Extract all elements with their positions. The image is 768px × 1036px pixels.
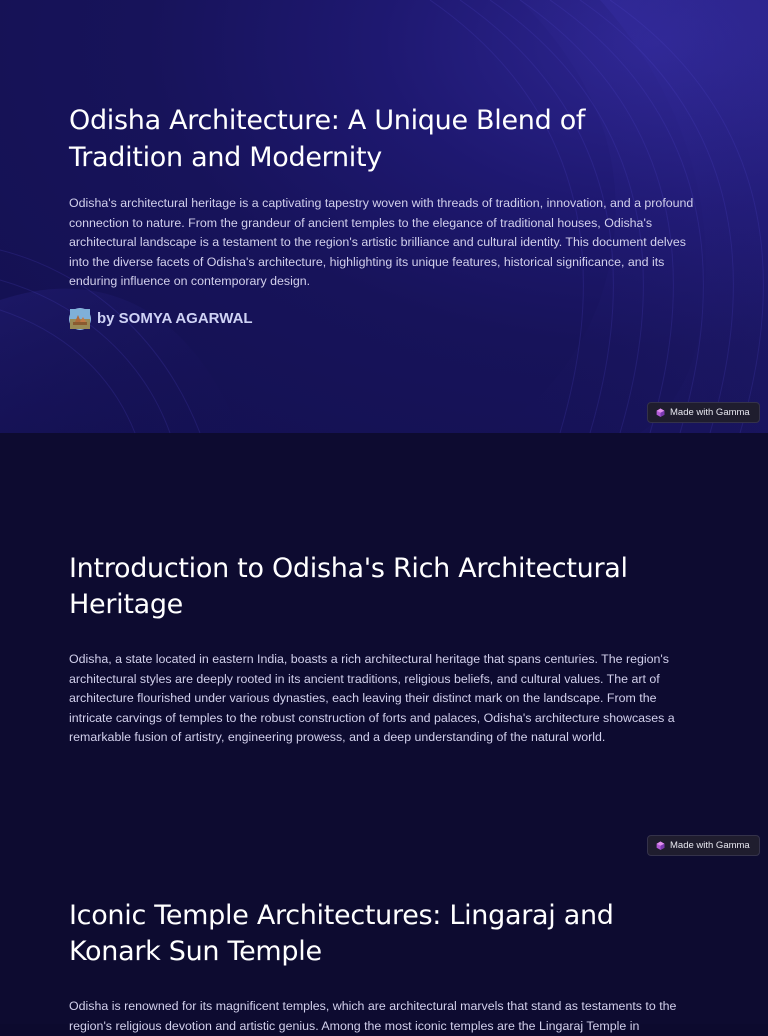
section-title: Introduction to Odisha's Rich Architectural Heritage <box>69 553 628 620</box>
section-body: Odisha, a state located in eastern India, boasts a rich architectural heritage that spans centuries. The region's architectural styles are deeply rooted in its ancient traditions, religious beliefs, and cultural values. The art of architecture flourished under various dynasties, each leaving their distinct mark on the landscape. From the intricate carvings of temples to the robust construction of forts and palaces, Odisha's architecture showcases a remarkable fusion of artistry, engineering prowess, and a deep understanding of the natural world. <box>69 652 675 745</box>
hero-description: Odisha's architectural heritage is a captivating tapestry woven with threads of tradition, innovation, and a profound connection to nature. From the grandeur of ancient temples to the elegance of traditional houses, Odisha's architectural landscape is a testament to the region's artistic brilliance and cultural identity. This document delves into the diverse facets of Odisha's architecture, highlighting its unique features, historical significance, and its enduring influence on contemporary design. <box>69 196 694 289</box>
gamma-logo-icon <box>656 841 665 850</box>
badge-label: Made with Gamma <box>670 407 750 418</box>
temples-section <box>69 898 699 1036</box>
section-title: Iconic Temple Architectures: Lingaraj and Konark Sun Temple <box>69 900 614 967</box>
made-with-gamma-badge[interactable] <box>647 835 760 856</box>
intro-section <box>69 551 699 748</box>
author-name: by SOMYA AGARWAL <box>97 310 253 328</box>
hero-content <box>69 102 699 330</box>
made-with-gamma-badge[interactable] <box>647 402 760 423</box>
author-avatar[interactable] <box>69 308 91 330</box>
badge-label: Made with Gamma <box>670 840 750 851</box>
page-title: Odisha Architecture: A Unique Blend of Tradition and Modernity <box>69 105 586 173</box>
gamma-logo-icon <box>656 408 665 417</box>
hero-section <box>0 0 768 433</box>
author-line <box>69 308 699 330</box>
section-body: Odisha is renowned for its magnificent temples, which are architectural marvels that stand as testaments to the region's religious devotion and artistic genius. Among the most iconic temples are the Lingaraj Temple in <box>69 999 677 1033</box>
